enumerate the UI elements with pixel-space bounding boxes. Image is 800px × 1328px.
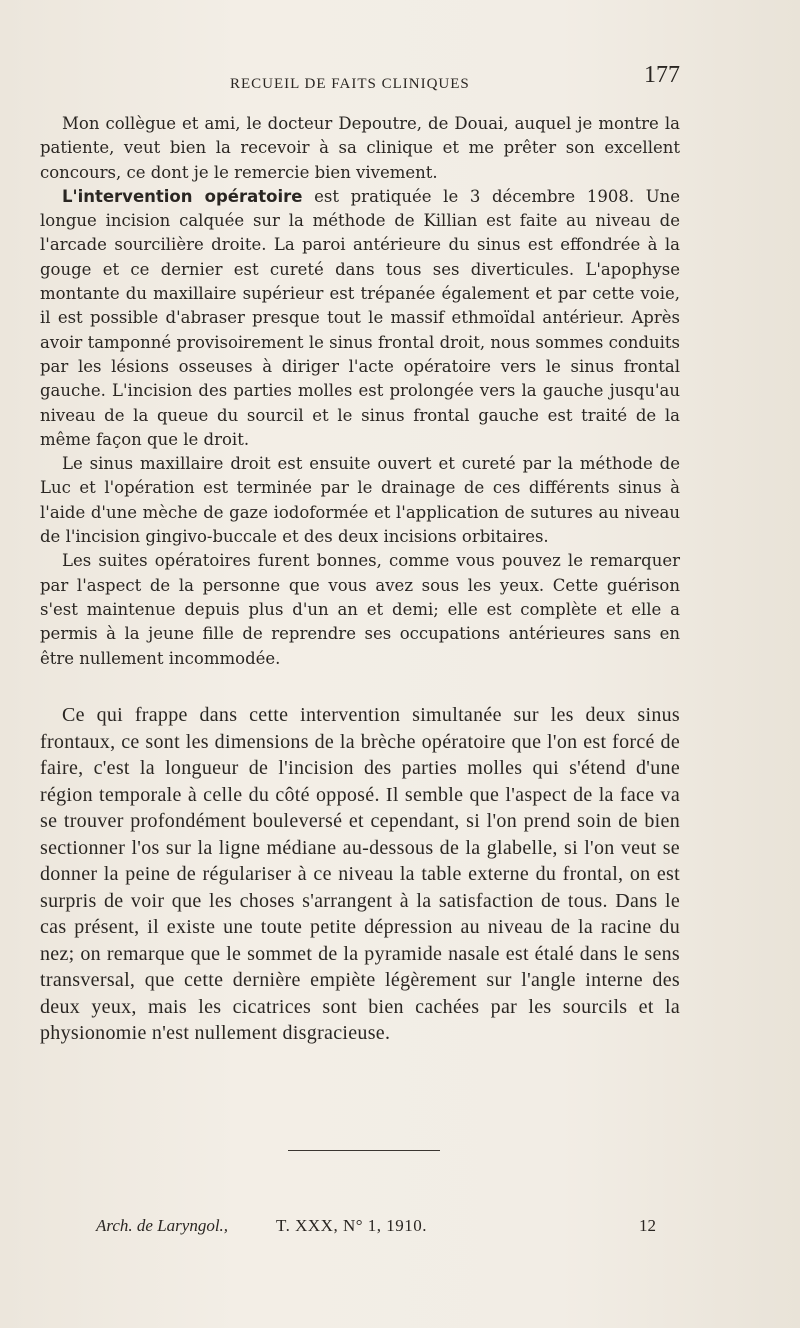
- paragraph-text: Mon collègue et ami, le docteur Depoutre, de Douai, auquel je montre la patiente, veut bien la recevoir à sa clinique et me prêter son excellent concours, ce dont je le remercie bien vivement.: [40, 114, 680, 182]
- paragraph: Ce qui frappe dans cette intervention simultanée sur les deux sinus frontaux, ce sont les dimensions de la brèche opératoire que l'on est forcé de faire, c'est la longueur de l'incision des parties molles qui s'étend d'une région temporale à celle du côté opposé. Il semble que l'aspect de la face va se trouver profondément bouleversé et cependant, si l'on prend soin de bien sectionner l'os sur la ligne médiane au-dessous de la glabelle, si l'on veut se donner la peine de régulariser à ce niveau la table externe du frontal, on est surpris de voir que les choses s'arrangent à la satisfaction de tous. Dans le cas présent, il existe une toute petite dépression au niveau de la racine du nez; on remarque que le sommet de la pyramide nasale est étalé dans le sens transversal, que cette dernière empiète légèrement sur l'angle interne des deux yeux, mais les cicatrices sont bien cachées par les sourcils et la physionomie n'est nullement disgracieuse.: [40, 704, 680, 1044]
- paragraph: [40, 185, 680, 452]
- paragraph: [40, 112, 680, 185]
- sheet-signature: 12: [639, 1216, 656, 1235]
- commentary-text: [40, 702, 680, 1047]
- running-title: RECUEIL DE FAITS CLINIQUES: [230, 76, 470, 92]
- paragraph-text: est pratiquée le 3 décembre 1908. Une longue incision calquée sur la méthode de Killian est faite au niveau de l'arcade sourcilière droite. La paroi antérieure du sinus est effondrée à la gouge et ce dernier est cureté dans tous ses diverticules. L'apophyse montante du maxillaire supérieur est trépanée également et par cette voie, il est possible d'abraser presque tout le massif ethmoïdal antérieur. Après avoir tamponné provisoirement le sinus frontal droit, nous sommes conduits par les lésions osseuses à diriger l'acte opératoire vers le sinus frontal gauche. L'incision des parties molles est prolongée vers la gauche jusqu'au niveau de la queue du sourcil et le sinus frontal gauche est traité de la même façon que le droit.: [40, 186, 680, 449]
- paragraph: [40, 549, 680, 670]
- journal-name: Arch. de Laryngol.,: [96, 1216, 229, 1235]
- paragraph-text: Le sinus maxillaire droit est ensuite ouvert et cureté par la méthode de Luc et l'opération est terminée par le drainage de ces différents sinus à l'aide d'une mèche de gaze iodoformée et l'application de sutures au niveau de l'incision gingivo-buccale et des deux incisions orbitaires.: [40, 454, 680, 547]
- case-report-text: [40, 112, 680, 671]
- journal-issue: T. XXX, N° 1, 1910.: [276, 1216, 428, 1235]
- page-footer: [96, 1216, 656, 1240]
- page-number: 177: [644, 62, 680, 88]
- paragraph: [40, 452, 680, 549]
- running-header: [40, 62, 680, 98]
- paragraph-lead: L'intervention opératoire: [62, 186, 303, 206]
- footnote-divider: [288, 1150, 440, 1151]
- paragraph-text: Les suites opératoires furent bonnes, comme vous pouvez le remarquer par l'aspect de la personne que vous avez sous les yeux. Cette guérison s'est maintenue depuis plus d'un an et demi; elle est complète et elle a permis à la jeune fille de reprendre ses occupations antérieures sans en être nullement incommodée.: [40, 551, 680, 668]
